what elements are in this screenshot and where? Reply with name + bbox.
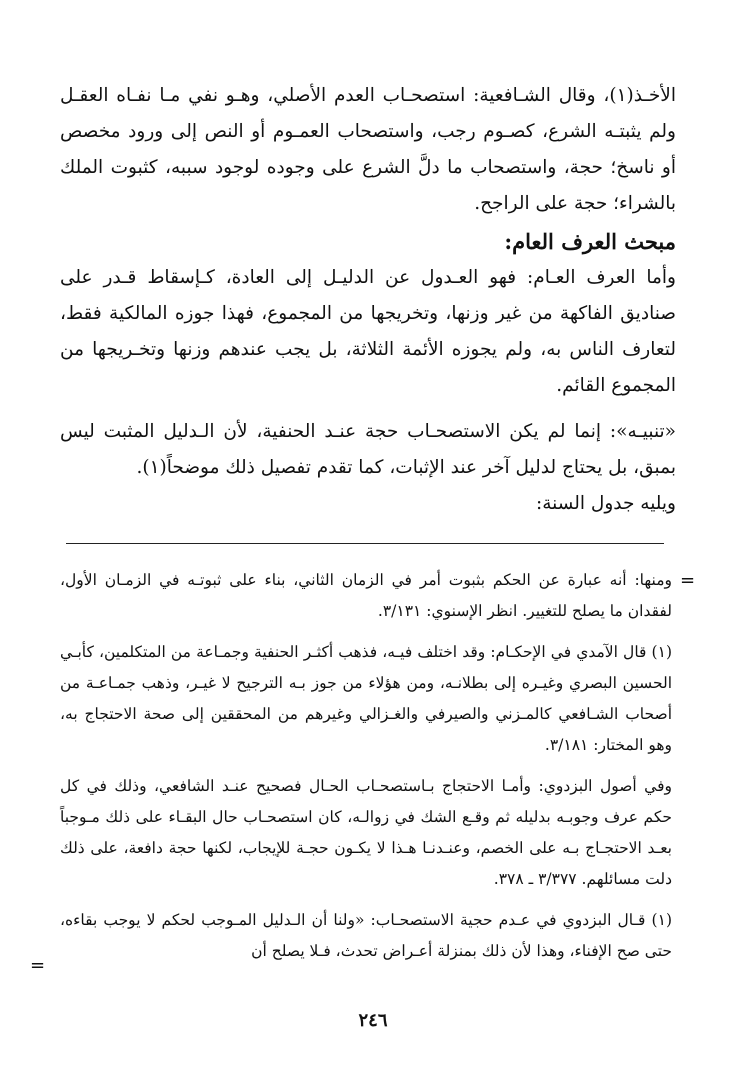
- page-number: ٢٤٦: [358, 1010, 388, 1031]
- footnote-separator: [66, 543, 664, 544]
- footnote-1: (١) قال الآمدي في الإحكـام: وقد اختلف فيـه، فذهب أكثـر الحنفية وجمـاعة من المتكلمين، كأبـي الحسين البصري وغيـره إلى بطلانـه، ومن هؤلاء من جوز بـه الترجيح لا غيـر، وذهب جمـاعـة من أصحاب الشـافعي كالمـزني والصيرفي والغـزالي وغيرهم من المحققين إلى صحة الاحتجاج به، وهو المختار: ٣/١٨١.: [60, 643, 672, 754]
- paragraph-3: «تنبيـه»: إنما لم يكن الاستصحـاب حجة عنـد الحنفية، لأن الـدليل المثبت ليس بمبق، بل يحتاج لدليل آخر عند الإثبات، كما تقدم تفصيل ذلك موضحاً(١).: [60, 421, 676, 478]
- footnote-continuation: ومنها: أنه عبارة عن الحكم بثبوت أمر في الزمان الثاني، بناء على ثبوتـه في الزمـان الأول، لفقدان ما يصلح للتغيير. انظر الإسنوي: ٣/١٣١.: [60, 571, 672, 620]
- footnote-1-continued: وفي أصول البزدوي: وأمـا الاحتجاج بـاستصحـاب الحـال فصحيح عنـد الشافعي، وذلك في كل حكم عرف وجوبـه بدليله ثم وقـع الشك في زوالـه، كان استصحـاب حال البقـاء على ذلك مـوجباً بعـد الاحتجـاج بـه على الخصم، وعنـدنـا هـذا لا يكـون حجـة للإيجاب، لكنها حجة دافعة، على ذلك دلت مسائلهم. ٣/٣٧٧ ـ ٣٧٨.: [60, 777, 672, 888]
- paragraph-2: وأما العرف العـام: فهو العـدول عن الدليـل إلى العادة، كـإسقاط قـدر على صناديق الفاكهة من غير وزنها، وتخريجها من المجموع، فهذا جوزه المالكية فقط، لتعارف الناس به، ولم يجوزه الأئمة الثلاثة، بل يجب عندهم وزنها وتخـريجها من المجموع القائم.: [60, 267, 676, 396]
- paragraph-1: الأخـذ(١)، وقال الشـافعية: استصحـاب العدم الأصلي، وهـو نفي مـا نفـاه العقـل ولم يثبتـه الشرع، كصـوم رجب، واستصحاب العمـوم أو النص إلى ورود مخصص أو ناسخ؛ حجة، واستصحاب ما دلَّ الشرع على وجوده لوجود سببه، كثبوت الملك بالشراء؛ حجة على الراجح.: [60, 85, 676, 214]
- footnote-2: (١) قـال البزدوي في عـدم حجية الاستصحـاب: «ولنا أن الـدليل المـوجب لحكم لا يوجب بقاءه، حتى صح الإفناء، وهذا لأن ذلك بمنزلة أعـراض تحدث، فـلا يصلح أن: [60, 911, 672, 960]
- footnotes: [60, 565, 672, 967]
- section-heading: مبحث العرف العام:: [504, 229, 676, 254]
- continuation-mark-end: =: [30, 955, 46, 976]
- main-text: [60, 78, 676, 522]
- continuation-mark-start: =: [680, 570, 696, 591]
- paragraph-4: ويليه جدول السنة:: [535, 493, 676, 514]
